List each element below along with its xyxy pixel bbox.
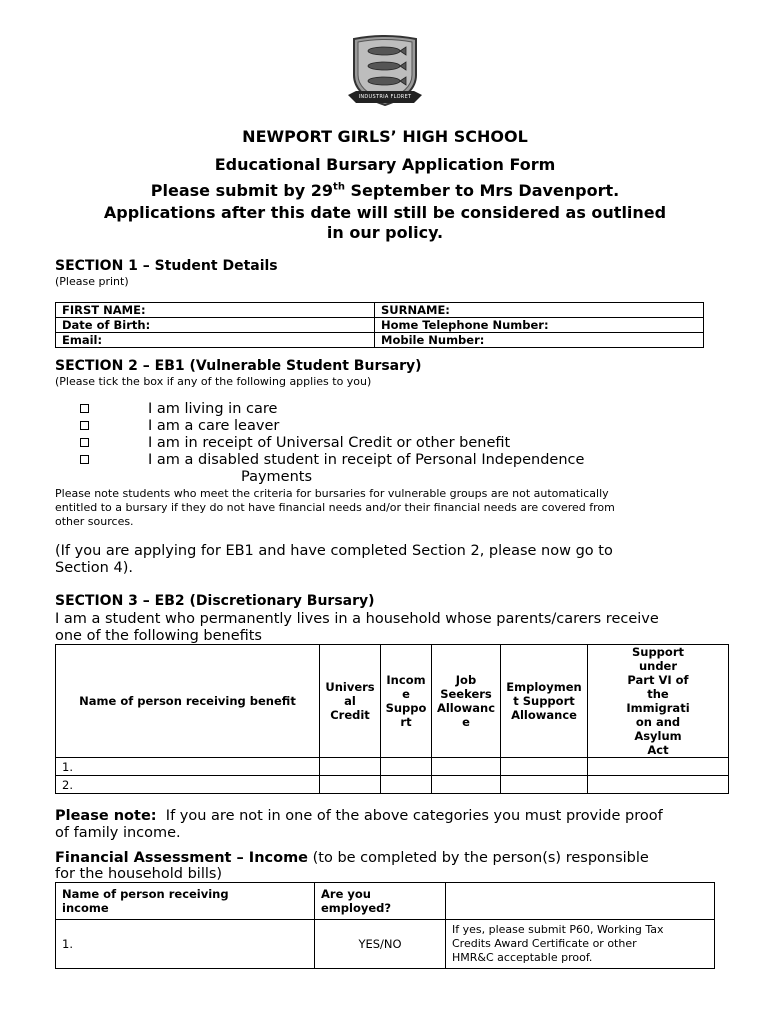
please-note-text: If you are not in one of the above categories you must provide proof — [156, 808, 663, 824]
please-note-label: Please note: — [55, 808, 157, 824]
section1-title: SECTION 1 – Student Details — [55, 258, 278, 274]
cell[interactable] — [320, 758, 381, 776]
section2-subtitle: (Please tick the box if any of the following applies to you) — [55, 375, 372, 388]
cell[interactable] — [588, 758, 729, 776]
cell[interactable] — [381, 758, 432, 776]
col-header-employed: Are you employed? — [315, 883, 446, 920]
eb1-option-label: I am in receipt of Universal Credit or other benefit — [148, 435, 511, 451]
table-row — [56, 758, 729, 776]
col-header-name: Name of person receiving benefit — [56, 645, 320, 758]
email-field[interactable]: Email: — [56, 333, 375, 348]
employed-yes-no[interactable]: YES/NO — [315, 920, 446, 969]
eb1-option-label: I am a disabled student in receipt of Personal Independence — [148, 452, 585, 468]
checkbox[interactable] — [80, 438, 89, 447]
cell[interactable] — [432, 776, 501, 794]
cell[interactable] — [501, 776, 588, 794]
eb1-option[interactable] — [80, 435, 720, 451]
col-header-empty — [446, 883, 715, 920]
section3-intro-line-1: I am a student who permanently lives in a household whose parents/carers receive — [55, 611, 659, 627]
financial-title-line-2: for the household bills) — [55, 866, 223, 882]
section1-subtitle: (Please print) — [55, 275, 129, 288]
surname-field[interactable]: SURNAME: — [375, 303, 704, 318]
cell[interactable] — [588, 776, 729, 794]
student-details-table — [55, 302, 704, 348]
section3-intro-line-2: one of the following benefits — [55, 628, 262, 644]
col-header-employment-support: Employmen t Support Allowance — [501, 645, 588, 758]
row-number[interactable]: 2. — [56, 776, 320, 794]
crest-motto: INDUSTRIA FLORET — [358, 94, 412, 100]
section2-title: SECTION 2 – EB1 (Vulnerable Student Bursary) — [55, 358, 422, 374]
section3-title: SECTION 3 – EB2 (Discretionary Bursary) — [55, 593, 375, 609]
mobile-field[interactable]: Mobile Number: — [375, 333, 704, 348]
col-header-immigration-support: Support under Part VI of the Immigrati on and Asylum Act — [588, 645, 729, 758]
deadline-sup: th — [333, 181, 345, 193]
cell[interactable] — [432, 758, 501, 776]
col-header-job-seekers: Job Seekers Allowanc e — [432, 645, 501, 758]
dob-field[interactable]: Date of Birth: — [56, 318, 375, 333]
late-line-1: Applications after this date will still be considered as outlined — [103, 203, 667, 222]
home-phone-field[interactable]: Home Telephone Number: — [375, 318, 704, 333]
eb1-option[interactable] — [80, 452, 720, 468]
col-header-universal-credit: Univers al Credit — [320, 645, 381, 758]
first-name-field[interactable]: FIRST NAME: — [56, 303, 375, 318]
form-title: Educational Bursary Application Form — [214, 155, 556, 174]
eb1-option-label: I am living in care — [148, 401, 278, 417]
income-row-number[interactable]: 1. — [56, 920, 315, 969]
benefits-table — [55, 644, 729, 794]
eb1-option[interactable] — [80, 418, 720, 434]
income-proof-note: If yes, please submit P60, Working Tax Credits Award Certificate or other HMR&C acceptable proof. — [446, 920, 715, 969]
cell[interactable] — [501, 758, 588, 776]
checkbox[interactable] — [80, 404, 89, 413]
eb1-option[interactable] — [80, 401, 720, 417]
income-table — [55, 882, 715, 969]
cell[interactable] — [381, 776, 432, 794]
eb1-goto-line-1: (If you are applying for EB1 and have completed Section 2, please now go to — [55, 543, 613, 559]
col-header-income-name: Name of person receiving income — [56, 883, 315, 920]
checkbox[interactable] — [80, 455, 89, 464]
please-note-line-1 — [55, 808, 663, 824]
eb1-option-continuation: Payments — [241, 469, 313, 485]
eb1-note-line-2: entitled to a bursary if they do not have financial needs and/or their financial needs are covered from — [55, 501, 615, 514]
cell[interactable] — [320, 776, 381, 794]
table-row — [56, 920, 715, 969]
financial-title-rest: (to be completed by the person(s) responsible — [308, 850, 649, 866]
deadline-suffix: September to Mrs Davenport. — [344, 181, 620, 200]
eb1-option-label: I am a care leaver — [148, 418, 280, 434]
deadline-line — [0, 181, 770, 200]
table-row — [56, 776, 729, 794]
eb1-note-line-3: other sources. — [55, 515, 134, 528]
col-header-income-support: Incom e Suppo rt — [381, 645, 432, 758]
checkbox[interactable] — [80, 421, 89, 430]
eb1-note-line-1: Please note students who meet the criteria for bursaries for vulnerable groups are not automatically — [55, 487, 609, 500]
financial-title-line-1 — [55, 850, 649, 866]
deadline-prefix: Please submit by 29 — [150, 181, 334, 200]
please-note-line-2: of family income. — [55, 825, 181, 841]
eb1-goto-line-2: Section 4). — [55, 560, 133, 576]
financial-title: Financial Assessment – Income — [55, 850, 309, 866]
school-name: NEWPORT GIRLS’ HIGH SCHOOL — [242, 127, 528, 146]
row-number[interactable]: 1. — [56, 758, 320, 776]
late-line-2: in our policy. — [326, 223, 444, 242]
